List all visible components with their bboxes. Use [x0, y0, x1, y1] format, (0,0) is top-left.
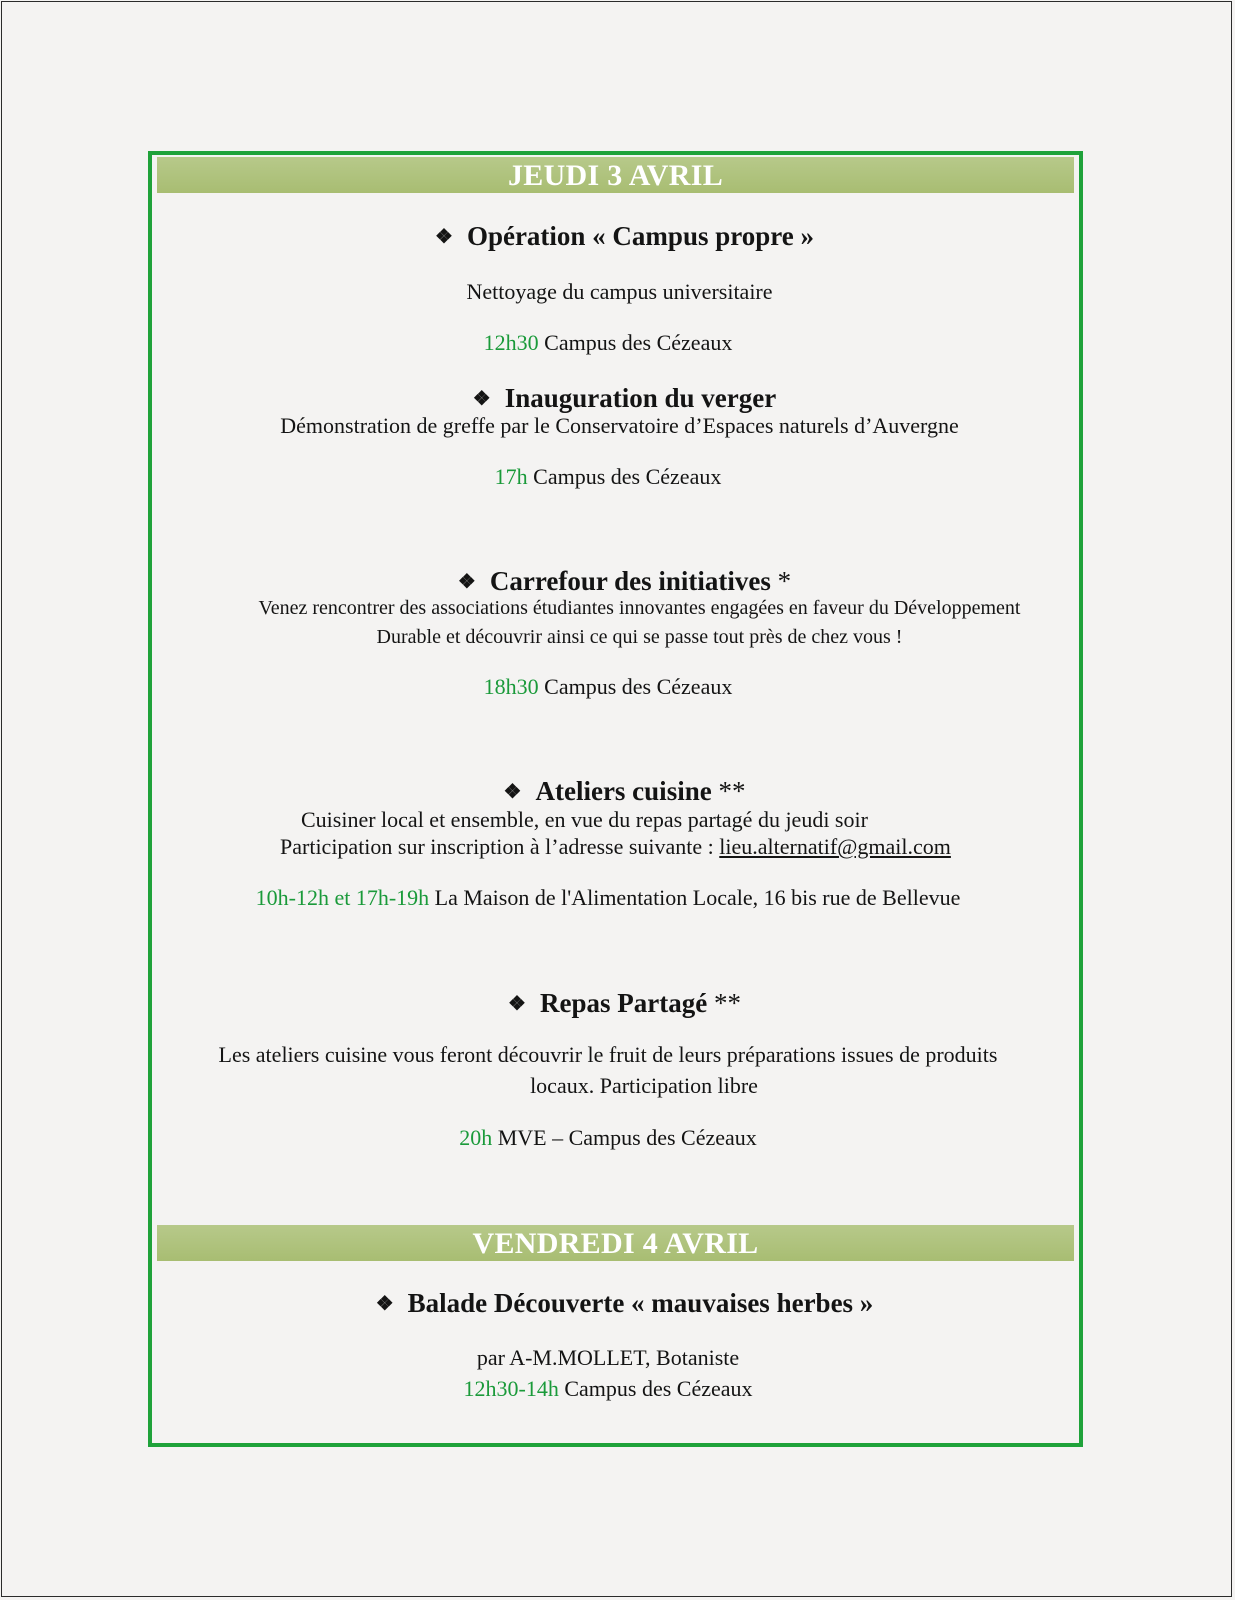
- event-description: Les ateliers cuisine vous feront découvrir le fruit de leurs préparations issues de produits: [218, 1042, 998, 1067]
- event-title: [152, 383, 1087, 414]
- day-header-thursday: JEUDI 3 AVRIL: [157, 157, 1074, 193]
- event-title-text: Inauguration du verger: [504, 383, 777, 413]
- event-description: Démonstration de greffe par le Conservatoire d’Espaces naturels d’Auvergne: [280, 413, 959, 438]
- registration-text: Participation sur inscription à l’adresse suivante :: [280, 834, 714, 859]
- program-box: [148, 151, 1083, 1447]
- event-title: [152, 221, 1087, 252]
- event-registration: [280, 834, 1020, 860]
- event-description: Durable et découvrir ainsi ce qui se passe tout près de chez vous !: [376, 626, 903, 648]
- event-asterisk: **: [713, 988, 741, 1018]
- day-header-friday: VENDREDI 4 AVRIL: [157, 1225, 1074, 1261]
- event-asterisk: *: [777, 566, 792, 596]
- diamond-bullet-icon: ❖: [503, 781, 522, 803]
- event-description: par A-M.MOLLET, Botaniste: [476, 1345, 740, 1370]
- event-description: Venez rencontrer des associations étudiantes innovantes engagées en faveur du Développement: [258, 597, 1021, 619]
- event-time: 18h30: [483, 674, 539, 699]
- event-asterisk: **: [718, 776, 746, 806]
- event-title: [152, 776, 1087, 807]
- diamond-bullet-icon: ❖: [508, 993, 526, 1015]
- event-description: Nettoyage du campus universitaire: [466, 279, 773, 304]
- event-time: 12h30: [483, 330, 539, 355]
- contact-email-link[interactable]: lieu.alternatif@gmail.com: [719, 834, 951, 859]
- event-place: Campus des Cézeaux: [564, 1376, 753, 1401]
- event-title: [152, 988, 1087, 1019]
- event-time-place: [152, 464, 1064, 490]
- event-time-place: [152, 330, 1064, 356]
- event-place: MVE – Campus des Cézeaux: [497, 1125, 757, 1150]
- event-title: [152, 566, 1087, 597]
- event-description: locaux. Participation libre: [530, 1073, 758, 1098]
- diamond-bullet-icon: ❖: [472, 388, 491, 410]
- event-title-text: Opération « Campus propre »: [466, 221, 814, 251]
- event-time-place: [152, 1125, 1064, 1151]
- event-title: [152, 1288, 1087, 1319]
- event-time: 12h30-14h: [463, 1376, 559, 1401]
- event-place: Campus des Cézeaux: [533, 464, 722, 489]
- event-title-text: Balade Découverte « mauvaises herbes »: [407, 1288, 874, 1318]
- diamond-bullet-icon: ❖: [435, 226, 453, 248]
- event-title-text: Carrefour des initiatives: [489, 566, 771, 596]
- event-place: Campus des Cézeaux: [544, 674, 733, 699]
- event-time: 10h-12h et 17h-19h: [255, 885, 430, 910]
- event-time: 17h: [494, 464, 528, 489]
- diamond-bullet-icon: ❖: [457, 571, 476, 593]
- event-time: 20h: [459, 1125, 493, 1150]
- diamond-bullet-icon: ❖: [375, 1293, 394, 1315]
- event-place: Campus des Cézeaux: [544, 330, 733, 355]
- event-description: Cuisiner local et ensemble, en vue du repas partagé du jeudi soir: [301, 807, 868, 832]
- event-title-text: Ateliers cuisine: [535, 776, 712, 806]
- event-place: La Maison de l'Alimentation Locale, 16 bis rue de Bellevue: [434, 885, 961, 910]
- event-title-text: Repas Partagé: [539, 988, 708, 1018]
- event-time-place: [152, 674, 1064, 700]
- event-time-place: [152, 885, 1064, 911]
- event-time-place: [152, 1376, 1064, 1402]
